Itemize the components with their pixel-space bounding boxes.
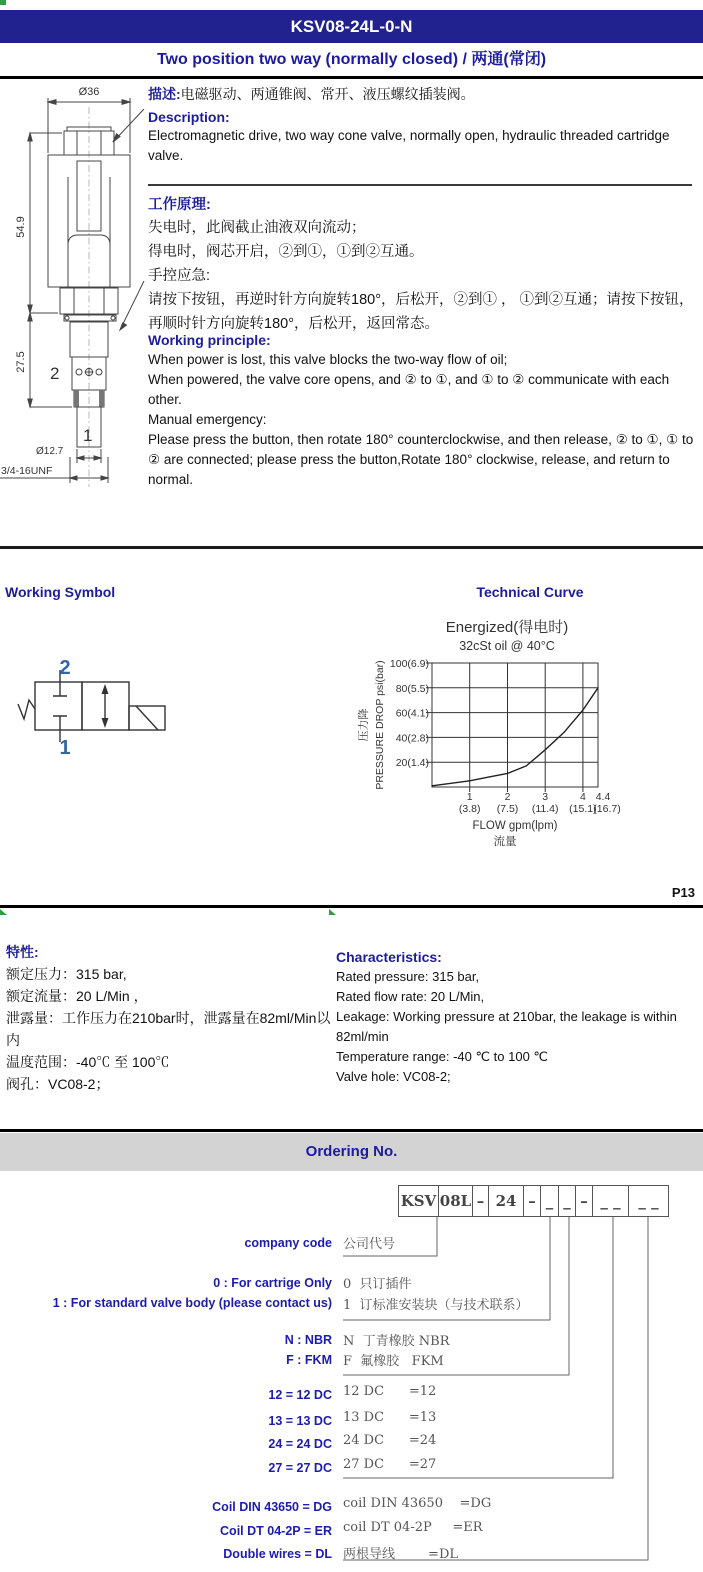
ordering-heading: Ordering No. <box>305 1143 398 1160</box>
pn-cell-blank-coil: _ _ <box>638 1192 659 1210</box>
x-tick-lpm: (15.1) <box>569 803 597 815</box>
technical-curve-heading: Technical Curve <box>476 584 584 600</box>
ordering-label-coil-dt: Coil DT 04-2P = ER <box>220 1524 332 1538</box>
char-zh-line: 额定流量：20 L/Min ， <box>6 988 148 1004</box>
y-tick: 40(2.8) <box>395 732 429 745</box>
description-zh <box>148 84 700 104</box>
ordering-code-13dc: 13 DC =13 <box>343 1410 437 1425</box>
page-title-bar <box>0 10 703 43</box>
wp-zh-line: 手控应急: <box>148 268 211 284</box>
x-tick-lpm: (11.4) <box>531 803 559 815</box>
ordering-code-valve-body: 1 订标准安装块（与技术联系） <box>343 1298 529 1313</box>
x-tick: 2 <box>504 791 511 803</box>
char-en-line: Temperature range: -40 ℃ to 100 ℃ <box>336 1049 549 1064</box>
drawing-port-1-label: 1 <box>83 426 93 445</box>
wp-zh-line: 请按下按钮，再逆时针方向旋转180°，后松开，②到① ， ①到②互通；请按下按钮，再顺时针方向旋转180°，后松开，返回常态。 <box>148 292 694 332</box>
x-tick: 3 <box>542 791 549 803</box>
pn-cell-company: KSV <box>399 1186 439 1216</box>
wp-en-line: Please press the button, then rotate 180° counterclockwise, and then release, ② to ①, ① to ② are connected; please press the button,Rotate 180° clockwise, release, and return to normal. <box>148 432 694 487</box>
divider-ordering <box>0 1129 703 1132</box>
plot-border <box>432 663 598 787</box>
dim-dia-nose: Ø12.7 <box>36 446 64 457</box>
y-tick: 60(4.1) <box>395 707 429 720</box>
working-principle-en-label: Working principle: <box>148 332 271 348</box>
wp-en-line: When power is lost, this valve blocks the two-way flow of oil; <box>148 352 508 367</box>
y-tick: 80(5.5) <box>395 682 429 695</box>
ordering-code-24dc: 24 DC =24 <box>343 1433 437 1448</box>
ordering-code-12dc: 12 DC =12 <box>343 1384 437 1399</box>
pn-cell-dash: – <box>576 1186 593 1216</box>
pn-cell-blank-seal: _ <box>559 1186 576 1216</box>
description-en-label: Description: <box>148 109 230 125</box>
divider-top <box>0 76 703 79</box>
ordering-label-nbr: N : NBR <box>284 1333 332 1347</box>
chart-subtitle: 32cSt oil @ 40°C <box>459 639 555 653</box>
technical-curve-chart <box>355 610 675 860</box>
y-tick: 20(1.4) <box>395 757 429 770</box>
x-tick-lpm: (3.8) <box>458 803 481 815</box>
grid-horizontal <box>432 688 598 762</box>
char-en-line: Valve hole: VC08-2; <box>336 1069 451 1084</box>
scan-artifact-green-mark <box>0 909 7 915</box>
ordering-label-24dc: 24 = 24 DC <box>268 1437 332 1451</box>
pn-cell-voltage-fixed: 24 <box>489 1186 524 1216</box>
chart-title: Energized(得电时) <box>445 619 569 636</box>
ordering-heading-bar <box>0 1133 703 1171</box>
y-axis-label-zh: 压力降 <box>358 708 370 742</box>
ordering-label-fkm: F : FKM <box>286 1353 332 1367</box>
page-number: P13 <box>671 885 695 900</box>
x-tick: 4.4 <box>595 791 611 803</box>
x-tick: 1 <box>466 791 473 803</box>
ordering-code-coil-din: coil DIN 43650 =DG <box>343 1496 492 1511</box>
char-en-line: Rated pressure: 315 bar, <box>336 969 480 984</box>
char-zh-line: 阀孔：VC08-2； <box>6 1076 110 1092</box>
leader-arrow-mid <box>120 281 144 330</box>
grid-vertical <box>470 663 583 787</box>
divider-mid <box>0 546 703 549</box>
description-zh-text: 电磁驱动、两通锥阀、常开、液压螺纹插装阀。 <box>180 86 475 102</box>
ordering-label-27dc: 27 = 27 DC <box>268 1461 332 1475</box>
ordering-label-double-wires: Double wires = DL <box>223 1547 332 1561</box>
char-en-line: Rated flow rate: 20 L/Min, <box>336 989 485 1004</box>
pressure-drop-curve <box>432 688 598 786</box>
valve-drawing <box>0 85 145 500</box>
description-en-text: Electromagnetic drive, two way cone valve, normally open, hydraulic threaded cartridge valve. <box>148 128 670 163</box>
scan-artifact-green-dot <box>0 0 6 5</box>
ordering-code-coil-dt: coil DT 04-2P =ER <box>343 1520 483 1535</box>
pn-cell-dash: – <box>473 1186 489 1216</box>
dim-height-upper: 54.9 <box>15 216 27 238</box>
char-en-line: Leakage: Working pressure at 210bar, the leakage is within 82ml/min <box>336 1009 677 1044</box>
char-zh-line: 泄露量：工作压力在210bar时，泄露量在82ml/Min以内 <box>6 1010 331 1048</box>
ordering-label-cartridge-only: 0 : For cartrige Only <box>213 1276 332 1290</box>
pn-cell-dash: – <box>524 1186 541 1216</box>
wp-en-line: Manual emergency: <box>148 412 267 427</box>
char-zh-line: 温度范围：-40℃ 至 100℃ <box>6 1054 170 1070</box>
working-symbol-heading: Working Symbol <box>5 584 116 600</box>
ordering-code-nbr: N 丁青橡胶 NBR <box>343 1334 450 1349</box>
symbol-port-2-label: 2 <box>59 657 71 679</box>
x-axis-label: FLOW gpm(lpm) <box>472 820 558 832</box>
drawing-port-2-label: 2 <box>50 364 60 383</box>
part-number-boxes <box>398 1185 669 1217</box>
scan-artifact-green-mark <box>329 909 336 915</box>
working-principle-zh-label: 工作原理: <box>148 197 211 213</box>
pn-cell-size: 08L <box>439 1186 473 1216</box>
wp-en-line: When powered, the valve core opens, and ② to ①, and ① to ② communicate with each other. <box>148 372 670 407</box>
ordering-code-double-wires: 两根导线 =DL <box>343 1547 459 1562</box>
char-zh-line: 额定压力：315 bar, <box>6 966 127 982</box>
description-zh-label: 描述: <box>148 86 181 102</box>
x-tick-lpm: (16.7) <box>593 803 621 815</box>
ordering-code-fkm: F 氟橡胶 FKM <box>343 1354 444 1369</box>
wp-zh-line: 失电时，此阀截止油液双向流动； <box>148 220 366 236</box>
symbol-port-1-label: 1 <box>59 737 71 759</box>
characteristics-zh <box>6 941 336 1095</box>
characteristics-en <box>336 947 703 1087</box>
page-title: KSV08-24L-0-N <box>290 17 413 36</box>
working-principle-en <box>148 350 700 490</box>
ordering-code-cartridge-only: 0 只订插件 <box>343 1277 412 1292</box>
characteristics-zh-label: 特性: <box>6 944 39 960</box>
ordering-label-company-code: company code <box>244 1236 332 1250</box>
ordering-code-27dc: 27 DC =27 <box>343 1457 437 1472</box>
ordering-label-coil-din: Coil DIN 43650 = DG <box>212 1500 332 1514</box>
ordering-code-company: 公司代号 <box>343 1237 396 1252</box>
divider-description <box>148 184 692 186</box>
working-principle-zh <box>148 216 700 336</box>
y-axis-label: PRESSURE DROP psi(bar) <box>374 660 386 790</box>
y-tick: 100(6.9) <box>389 658 429 670</box>
ordering-label-valve-body: 1 : For standard valve body (please contact us) <box>52 1296 332 1310</box>
x-tick: 4 <box>579 791 586 803</box>
x-axis-label-zh: 流量 <box>493 836 517 848</box>
x-tick-lpm: (7.5) <box>496 803 519 815</box>
page-subtitle: Two position two way (normally closed) / 两通(常闭) <box>156 51 547 68</box>
dim-thread: 3/4-16UNF <box>1 465 53 477</box>
pn-cell-blank-voltage: _ _ <box>593 1186 629 1216</box>
dim-height-lower: 27.5 <box>15 351 27 373</box>
pn-cell-blank-body: _ <box>541 1186 559 1216</box>
ordering-label-13dc: 13 = 13 DC <box>268 1414 332 1428</box>
wp-zh-line: 得电时，阀芯开启，②到①，①到②互通。 <box>148 244 424 260</box>
ordering-label-12dc: 12 = 12 DC <box>268 1388 332 1402</box>
working-symbol-schematic <box>15 648 215 773</box>
divider-characteristics <box>0 905 703 908</box>
characteristics-en-label: Characteristics: <box>336 949 442 965</box>
dim-dia-top: Ø36 <box>78 86 100 98</box>
